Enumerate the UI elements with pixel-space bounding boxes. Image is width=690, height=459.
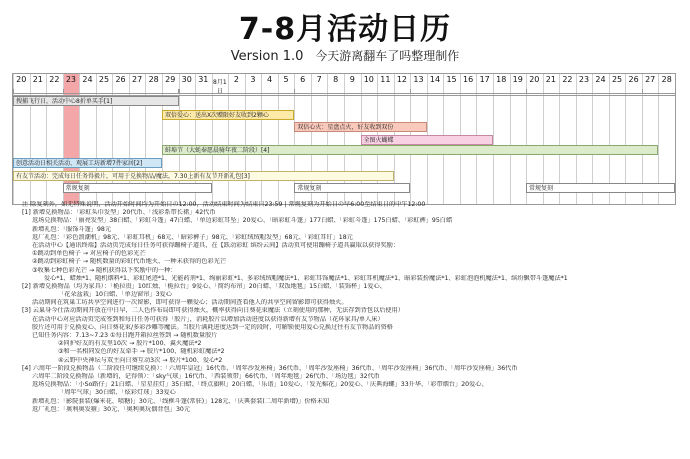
note-line: 爱心*1、蜡烛*1、随机烟料*1、彩虹尾迹*1、光能药剂*1、绚丽彩虹*1、多彩绒绒帽魔法*1、彩虹耳饰魔法*1、彩虹耳机魔法*1、暗彩装扮魔法*1、彩虹泡泡机魔法*1、缤纷飘带斗篷魔法*1: [44, 274, 568, 282]
day-label: 14: [429, 75, 441, 84]
subtitle-text: 今天游离翻车了吗整理制作: [315, 49, 460, 63]
day-label: 28: [148, 75, 159, 84]
event-bar: 有友节活动：完成每日任务得毅片，可用于兑换物品/魔法，7.30上新有友节开新礼包[3]: [13, 171, 394, 181]
day-label: 23: [65, 75, 76, 84]
note-line: 返场兑换物品：「丽亮发型」38白蜡、「彩虹斗篷」47白蜡、「单边彩虹耳坠」20爱心、「暗彩虹斗篷」177白蜡、「彩虹斗篷」175白蜡、「彩虹裤」95白蜡: [32, 217, 453, 225]
notes-section: [22, 201, 684, 414]
day-label: 29: [165, 75, 176, 84]
day-label: 8: [333, 75, 339, 84]
event-bar: 双倍爱心：送出X次赠限好友收到2颗心: [162, 110, 294, 120]
week-bracket: [294, 89, 411, 94]
day-label: 16: [463, 75, 474, 84]
note-line: [1] 新增兑换物品：「彩虹头巾发型」20代币、「浅彩系带长裙」42代币: [22, 209, 216, 217]
event-bar: 常规复刻: [526, 183, 675, 193]
note-line: [2] 新增兑换物品（均为家具）：「桅拉贵」10红烛、「桅拉台」9爱心、「简约布帘」20白蜡、「双饭地毯」15白蜡、「装饰杯」1爱心、: [22, 282, 386, 290]
week-bracket: [179, 89, 296, 94]
event-bar: 双倍心火：星盘点火，好友收到双份: [294, 122, 426, 132]
day-label: 22: [562, 75, 573, 84]
event-bar: 全图火蝴蝶: [361, 135, 493, 145]
day-label: 18: [496, 75, 507, 84]
note-line: 活动期间在筑巢工坊共享空间进行一次留影，即可获得一颗爱心；活动期间查看他人的共享空间留影即可获得烛火。: [32, 299, 348, 307]
day-label: 10: [363, 75, 374, 84]
day-label: 8月1日: [213, 79, 227, 95]
day-label: 27: [132, 75, 143, 84]
day-label: 26: [115, 75, 126, 84]
note-line: ③和一名相同发色的好友牵手 → 胶片*100、随机彩虹魔法*2: [58, 348, 225, 356]
day-label: 22: [49, 75, 60, 84]
day-label: 6: [300, 75, 306, 84]
week-bracket: [526, 89, 643, 94]
note-line: ④云野中央神坛与双主向日葵互动3次 → 胶片*100、爱心*2: [58, 356, 223, 364]
note-line: 新增礼包：「服饰斗篷」98元: [32, 225, 112, 233]
note-line: 胶片还可用于兑换爱心、向日葵花束/多彩沙雕等魔法。当胶片满耗进度达到一定的段时，可解锁使用爱心兑换过往有友节物品的资格: [32, 323, 393, 331]
event-timeline: [12, 73, 676, 205]
page-title: 7-8月活动日历: [238, 12, 452, 47]
week-bracket: [13, 89, 64, 94]
day-label: 28: [661, 75, 672, 84]
day-label: 5: [283, 75, 289, 84]
note-line: 新增礼包：「影院套装(爆米花、喷糖)」30元、「线框斗篷(常驻)」128元、「庆典套装(二周年新增)」价格未知: [32, 397, 330, 405]
event-bar: 常规复刻: [63, 183, 212, 193]
day-label: 9: [349, 75, 355, 84]
day-label: 4: [266, 75, 273, 84]
note-line: 返厂礼包：「彩色浪潮机」98元、「彩虹耳机」68元、「暗彩裤子」98元、「彩虹绒绒帽发型」68元、「彩虹耳钉」18元: [32, 233, 353, 241]
note-line: 六周年二阶段兑换物品（新增的，记得领）：「sky气球」16代币、「西装领带」66代币、「周年地毯」26代币、「场边毯」32代币: [32, 372, 380, 380]
event-bar: 搜捕飞行日，活动中心8折单买手[1]: [13, 96, 179, 106]
day-label: 15: [446, 75, 457, 84]
note-line: 「周年气球」30白蜡、「炫彩灯球」33爱心: [58, 389, 176, 397]
day-label: 13: [413, 75, 424, 84]
day-label: 19: [512, 75, 523, 84]
day-label: 25: [611, 75, 623, 84]
day-label: 21: [32, 75, 43, 84]
day-label: 31: [198, 75, 209, 84]
event-bar: 蚌埠节（大蚝奉愿晨骑年夜二阶段）[4]: [162, 145, 659, 155]
note-line: 在活动中心【通讯终端】活动页完成每日任务可获得蹦椅子道具，在【跃动彩虹 缤纷云间】活动页可使用蹦椅子道具赢取以获得奖励：: [32, 241, 400, 249]
day-label: 23: [578, 75, 590, 84]
note-line: ②同护好友的有友里10次 → 胶片*100、翼火魔法*2: [58, 340, 202, 348]
day-label: 20: [529, 75, 540, 84]
note-line: 返厂礼包：「奥利奥发箍」30元、「奥利奥玩偶背包」30元: [32, 405, 191, 413]
day-label: 7: [316, 75, 322, 84]
week-bracket: [642, 89, 676, 94]
note-line: ②跳动到彩虹椅子 → 随机数量的彩虹代币地火、一种未获得的色彩光芒: [32, 258, 227, 266]
day-label: 3: [250, 75, 256, 84]
day-label: 12: [396, 75, 407, 84]
week-bracket: [63, 89, 180, 94]
day-label: 11: [380, 75, 391, 84]
version-label: Version 1.0: [230, 49, 304, 64]
note-line: ①跳动到单色椅子 → 对应椅子的色彩光芒: [32, 250, 146, 258]
day-label: 20: [16, 75, 27, 84]
day-label: 2: [233, 75, 239, 84]
note-line: 「花朵盆栽」10白蜡、「单边窗帘」3爱心: [58, 291, 172, 299]
day-label: 25: [98, 75, 110, 84]
day-label: 17: [479, 75, 490, 84]
note-line: [3] 云巢身今仕活动期间开放在中日早，二人色作布局即可获得烛火，概率获得向日葵花束魔法（立刻使用的那种，无法存到背包以后使用）: [22, 307, 404, 315]
day-label: 26: [628, 75, 639, 84]
day-label: 24: [82, 75, 93, 84]
note-line: 已知任务内容：7.13~7.23 ①每日跑开箱拉丝签到 → 随机数量胶片: [32, 332, 218, 339]
note-line: 返场兑换物品：「小So路仔」21白蜡、「星星挂灯」35白蜡、「终点旗帜」20白蜡、「乐谱」10爱心、「发光棉花」20爱心、「庆典海螺」33升华、「彩带烟台」20爱心、: [32, 381, 488, 389]
event-bar: 常规复刻: [294, 183, 410, 193]
note-line: 注 除复刻外，如无特殊说明，活动开始时间均为开始日の12:00，活动结束时间为结束日23:59 | 常规复刻为开始日の早6:00至结束日的中午12:00: [22, 201, 426, 208]
note-line: 在活动中心对应活动页完成签到和每日任务可获得「胶片」，消耗胶片以增加活动进度以获得新增有友节物品（花环家具/单人床）: [32, 315, 384, 323]
day-label: 24: [595, 75, 606, 84]
note-line: [4] 六周年一阶段兑换物品（二阶段任可继续兑换）：「六周年皇冠」16代币、「周年沙发座椅」36代币、「周年沙发座椅」36代币、「周年沙发座椅」36代币、「周年沙发座椅」36代币: [22, 364, 518, 372]
week-bracket: [410, 89, 527, 94]
day-label: 30: [181, 75, 192, 84]
note-line: ③收集七种色彩光芒 → 随机获得以下奖励中的一种：: [32, 266, 177, 274]
day-label: 21: [545, 75, 556, 84]
day-label: 27: [645, 75, 656, 84]
page-subtitle: [0, 47, 690, 64]
event-bar: 创意活动日相关活动、观展工坊新增7件家居[2]: [13, 158, 162, 168]
